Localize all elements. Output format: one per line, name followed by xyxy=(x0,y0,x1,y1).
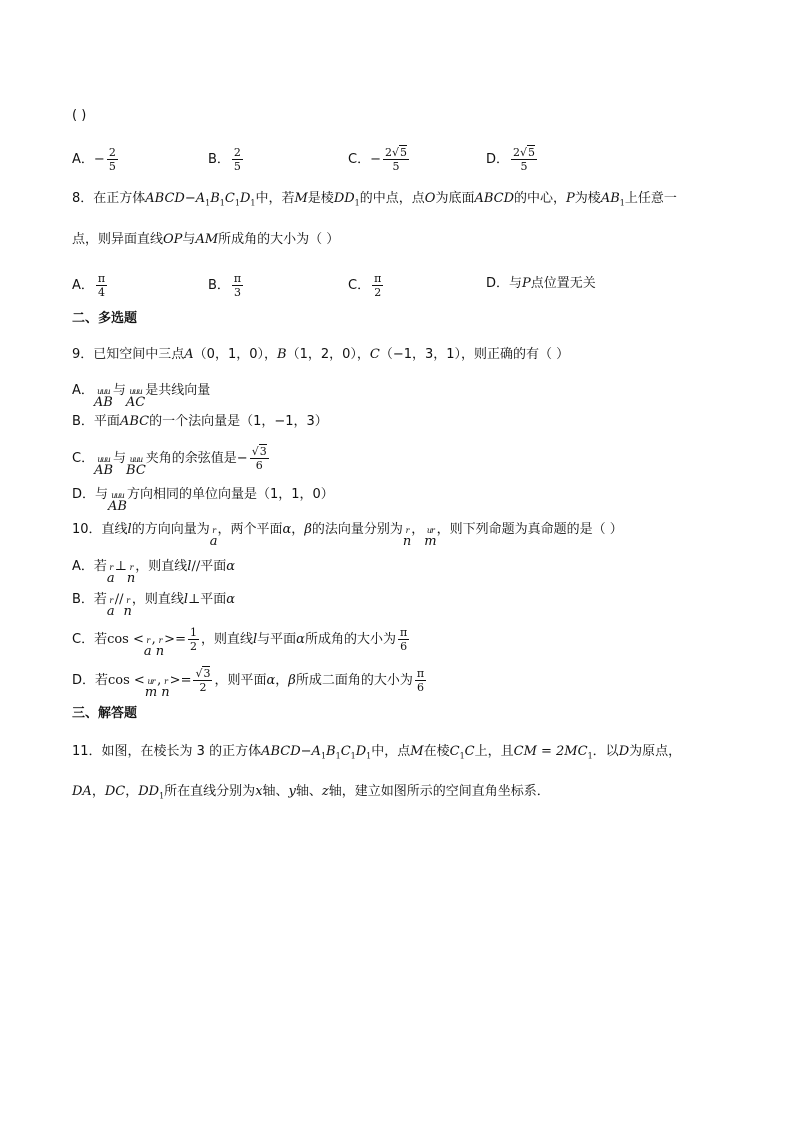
section-heading-multi-choice: 二、多选题 xyxy=(72,311,138,326)
q8-stem-line2: 点，则异面直线OP与AM所成角的大小为（ ） xyxy=(72,232,340,247)
q10-option-d: D．若cos < ur m , r n >= $\frac{√3}{2}$ ，则平面α，β所成二面角的大小为 $\frac{\pi}{6}$ xyxy=(72,667,425,700)
q8-option-a: A． $\frac{\pi}{4}$ xyxy=(72,272,106,299)
q8-option-c: C． $\frac{\pi}{2}$ xyxy=(348,272,382,299)
q7-bracket: ( ) xyxy=(72,108,87,123)
q8-stem-line1: 8．在正方体$ABCD-A_1B_1C_1D_1$中，若M是棱$DD_1$的中点，点O为底面ABCD的中心，P为棱$AB_1$上任意一 xyxy=(72,191,677,208)
q10-stem: 10．直线l的方向向量为 r a ，两个平面α，β的法向量分别为 r n ， ur m ，则下列命题为真命题的是（ ） xyxy=(72,522,623,549)
q7-option-c: C．− $\frac{2√5}{5}$ xyxy=(348,146,407,173)
q10-option-c: C．若cos < r a , r n >= $\frac{1}{2}$ ，则直线l与平面α所成角的大小为 $\frac{\pi}{6}$ xyxy=(72,626,408,659)
q11-stem-line2: DA，DC，$DD_1$所在直线分别为x轴、y轴、z轴，建立如图所示的空间直角坐标系． xyxy=(72,784,550,801)
q8-option-b: B． $\frac{\pi}{3}$ xyxy=(208,272,242,299)
q7-option-b: B． $\frac{2}{5}$ xyxy=(208,146,241,173)
q9-stem: 9．已知空间中三点A（0，1，0），B（1，2，0），C（−1，3，1），则正确的有（ ） xyxy=(72,347,570,362)
q7-option-d: D． $\frac{2√5}{5}$ xyxy=(486,146,536,173)
q9-option-a: A． uuu AB 与 uuu AC 是共线向量 xyxy=(72,383,211,410)
q8-option-d: D．与P点位置无关 xyxy=(486,276,596,291)
q9-option-b: B．平面ABC的一个法向量是（1，−1，3） xyxy=(72,414,328,429)
q7-option-a: A．− $\frac{2}{5}$ xyxy=(72,146,116,173)
q10-option-b: B．若 r a // r n ，则直线l⊥平面α xyxy=(72,592,236,619)
q9-option-d: D．与 uuu AB 方向相同的单位向量是（1，1，0） xyxy=(72,487,334,514)
q9-option-c: C． uuu AB 与 uuu BC 夹角的余弦值是− $\frac{√3}{6}$ xyxy=(72,445,267,478)
section-heading-solutions: 三、解答题 xyxy=(72,706,138,721)
q11-stem-line1: 11．如图，在棱长为 3 的正方体$ABCD-A_1B_1C_1D_1$中，点M在棱$C_1C$上，且CM = $2MC_1$．以D为原点， xyxy=(72,744,682,761)
q10-option-a: A．若 r a ⊥ r n ，则直线l//平面α xyxy=(72,559,236,586)
